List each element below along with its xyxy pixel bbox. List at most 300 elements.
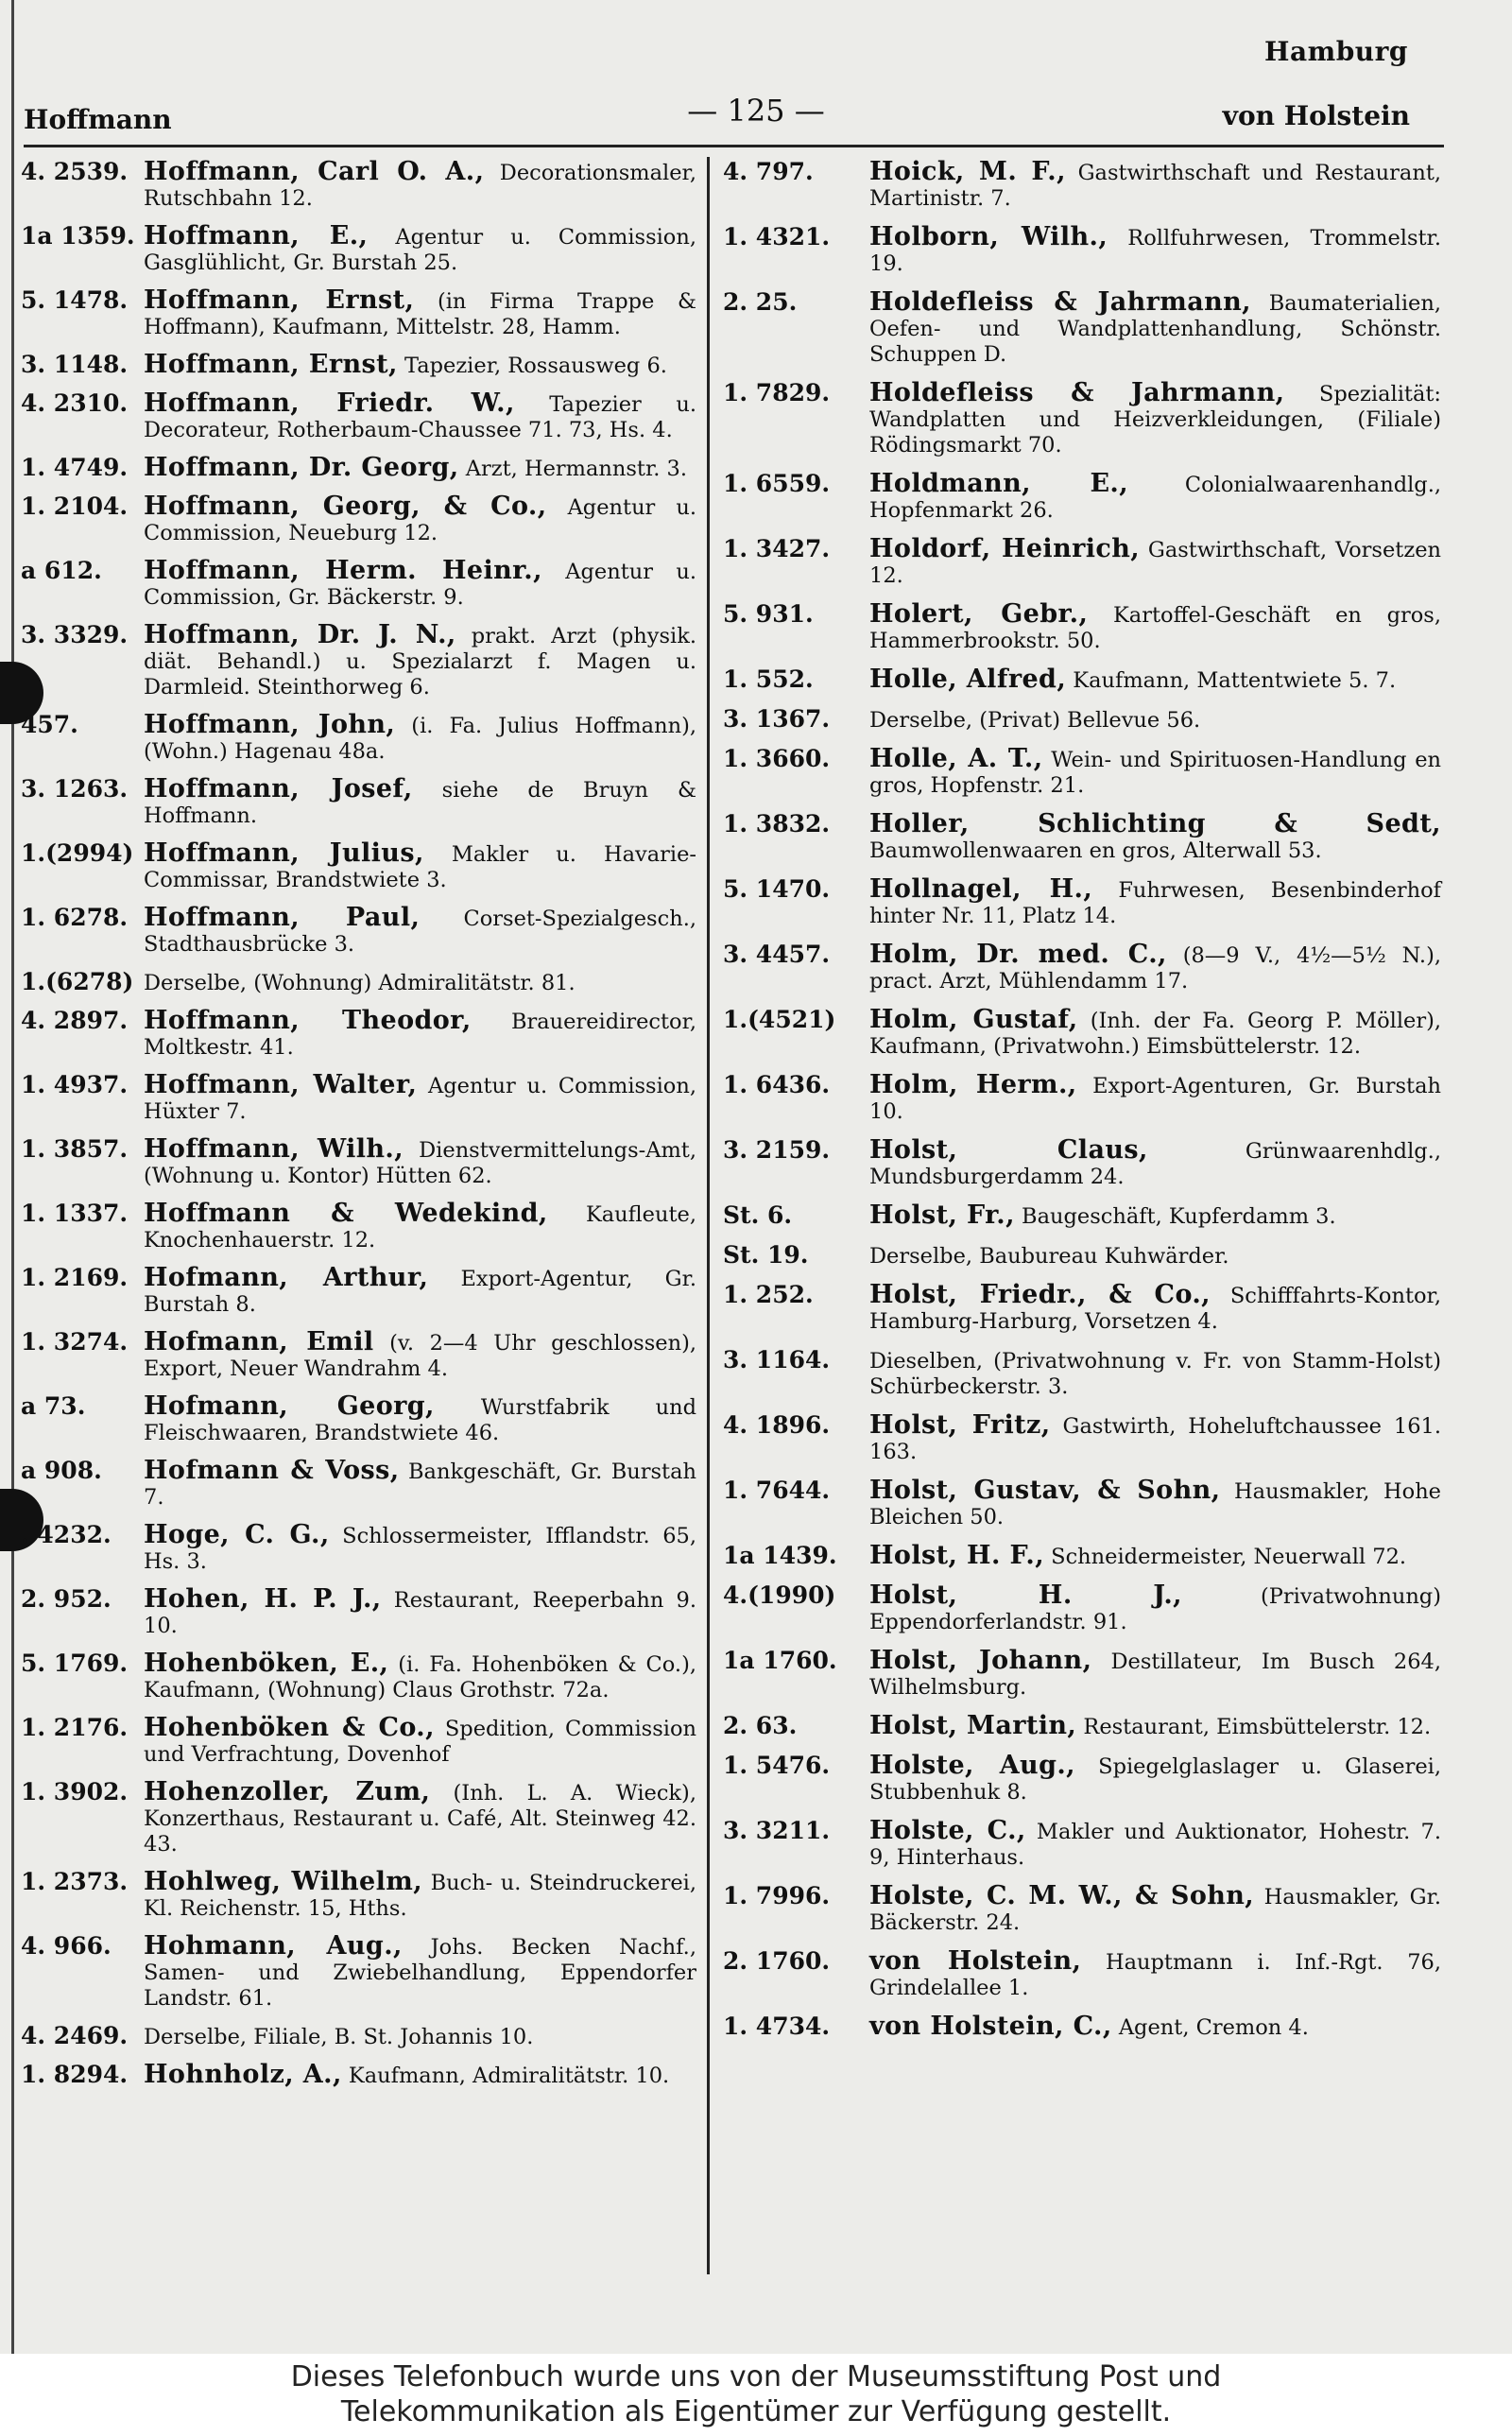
entry-name: Holst, Friedr., & Co., <box>869 1280 1211 1309</box>
phone-number: 1. 6278. <box>21 904 129 931</box>
phone-number: 2. 952. <box>21 1585 112 1613</box>
entry-details: Tapezier u. Decorateur, Rotherbaum-Chaussee 71. 73, Hs. 4. <box>144 392 696 442</box>
entry-details: Dienstvermittelungs-Amt, (Wohnung u. Kontor) Hütten 62. <box>144 1138 696 1188</box>
entry-details: Makler und Auktionator, Hohestr. 7. 9, Hinterhaus. <box>869 1820 1441 1870</box>
directory-entry <box>723 942 1441 994</box>
entry-details: Agentur u. Commission, Gr. Bäckerstr. 9. <box>144 560 696 610</box>
page-number: — 125 — <box>687 93 825 129</box>
phone-number: 1. 8294. <box>21 2061 129 2088</box>
entry-details: (Privatwohnung) Eppendorferlandstr. 91. <box>869 1584 1441 1634</box>
entry-name: Hoffmann, Josef, <box>144 774 413 803</box>
entry-text <box>869 1137 1441 1190</box>
entry-text <box>869 1818 1441 1871</box>
directory-entry <box>21 1201 696 1253</box>
entry-name: Hoffmann, Paul, <box>144 903 421 932</box>
phone-number: 4. 1896. <box>723 1411 831 1439</box>
phone-number: a 73. <box>21 1392 86 1420</box>
directory-entry <box>723 666 1441 694</box>
directory-entry <box>723 1948 1441 2001</box>
entry-details: (8—9 V., 4½—5½ N.), pract. Arzt, Mühlendamm 17. <box>869 943 1442 993</box>
entry-name: Holste, C. M. W., & Sohn, <box>869 1881 1255 1910</box>
phone-number: a 612. <box>21 557 102 584</box>
entry-details: Spedition, Commission und Verfrachtung, Dovenhof <box>144 1717 697 1767</box>
entry-details: Rollfuhrwesen, Trommelstr. 19. <box>869 226 1441 276</box>
entry-name: Hoffmann, Ernst, <box>144 285 415 315</box>
entry-text <box>144 352 696 379</box>
entry-name: Holert, Gebr., <box>869 599 1089 629</box>
phone-number: 1. 4937. <box>21 1071 129 1098</box>
entry-name: Holst, Martin, <box>869 1711 1077 1740</box>
directory-entry <box>723 1543 1441 1570</box>
entry-details: Wein- und Spirituosen-Handlung en gros, Hopfenstr. 21. <box>869 748 1442 798</box>
phone-number: 4. 966. <box>21 1932 112 1960</box>
entry-text <box>869 159 1441 212</box>
phone-number: 2. 25. <box>723 288 798 316</box>
entry-name: Hollnagel, H., <box>869 874 1093 904</box>
entry-name: Holm, Gustaf, <box>869 1005 1078 1034</box>
entry-details: Dieselben, (Privatwohnung v. Fr. von Stamm-Holst) Schürbeckerstr. 3. <box>869 1349 1441 1399</box>
entry-text <box>869 1883 1441 1936</box>
header-city: Hamburg <box>1264 36 1408 67</box>
entry-name: Hoffmann, Theodor, <box>144 1006 472 1035</box>
entry-text <box>144 493 696 546</box>
directory-entry <box>723 811 1441 864</box>
directory-entry <box>21 712 696 765</box>
left-column <box>21 159 696 2100</box>
entry-text <box>144 455 696 482</box>
entry-name: Hoffmann & Wedekind, <box>144 1199 548 1228</box>
entry-name: Holdorf, Heinrich, <box>869 534 1141 563</box>
phone-number: 3. 3211. <box>723 1817 831 1844</box>
entry-text <box>869 1543 1441 1570</box>
entry-details: Destillateur, Im Busch 264, Wilhelmsburg. <box>869 1650 1442 1700</box>
directory-entry <box>21 776 696 829</box>
header-left-keyword: Hoffmann <box>24 104 172 135</box>
entry-text <box>144 1265 696 1318</box>
phone-number: 3. 1367. <box>723 705 831 733</box>
directory-entry <box>723 876 1441 929</box>
entry-text <box>144 223 696 276</box>
directory-entry <box>21 1586 696 1639</box>
directory-entry <box>21 622 696 700</box>
entry-name: Hoffmann, Friedr. W., <box>144 389 515 418</box>
phone-number: 1. 6436. <box>723 1071 831 1098</box>
phone-number: St. 6. <box>723 1201 793 1229</box>
phone-number: 3. 3329. <box>21 621 129 648</box>
entry-details: Decorationsmaler, Rutschbahn 12. <box>144 161 696 211</box>
entry-details: (v. 2—4 Uhr geschlossen), Export, Neuer Wandrahm 4. <box>144 1331 696 1381</box>
directory-entry <box>21 1393 696 1446</box>
entry-details: Buch- u. Steindruckerei, Kl. Reichenstr. 15, Hths. <box>144 1871 697 1921</box>
entry-details: Hausmakler, Hohe Bleichen 50. <box>869 1479 1441 1529</box>
phone-number: 2. 63. <box>723 1712 798 1739</box>
entry-details: Colonialwaarenhandlg., Hopfenmarkt 26. <box>869 473 1442 523</box>
entry-details: Schifffahrts-Kontor, Hamburg-Harburg, Vorsetzen 4. <box>869 1284 1441 1334</box>
entry-name: Hoick, M. F., <box>869 157 1066 186</box>
entry-details: Export-Agenturen, Gr. Burstah 10. <box>869 1074 1441 1124</box>
entry-details: Arzt, Hermannstr. 3. <box>465 457 688 481</box>
directory-entry <box>723 289 1441 368</box>
entry-name: Holler, Schlichting & Sedt, <box>869 809 1441 838</box>
phone-number: 1. 2373. <box>21 1868 129 1895</box>
entry-text <box>144 840 696 893</box>
entry-name: Holle, A. T., <box>869 744 1043 773</box>
footer-notice <box>0 2354 1512 2436</box>
directory-entry <box>723 224 1441 277</box>
directory-entry <box>723 1137 1441 1190</box>
entry-name: Hofmann, Emil <box>144 1327 374 1356</box>
entry-text <box>869 1582 1441 1635</box>
phone-number: 4. 2897. <box>21 1007 129 1034</box>
phone-number: 5. 931. <box>723 600 814 628</box>
entry-text <box>144 390 696 443</box>
directory-entry <box>723 1582 1441 1635</box>
entry-name: Holst, H. J., <box>869 1581 1182 1610</box>
directory-entry <box>723 2013 1441 2041</box>
entry-name: Hoffmann, Dr. J. N., <box>144 620 456 649</box>
entry-text <box>144 2023 696 2050</box>
entry-details: Hausmakler, Gr. Bäckerstr. 24. <box>869 1885 1442 1935</box>
phone-number: 1. 1337. <box>21 1200 129 1227</box>
entry-text <box>144 1329 696 1382</box>
phone-number: 4. 2469. <box>21 2022 129 2049</box>
entry-text <box>869 706 1441 734</box>
entry-details: prakt. Arzt (physik. diät. Behandl.) u. Spezialarzt f. Magen u. Darmleid. Steinthorweg 6. <box>144 624 696 700</box>
directory-entry <box>21 1265 696 1318</box>
entry-text <box>144 622 696 700</box>
directory-entry <box>723 1007 1441 1060</box>
entry-name: Hohmann, Aug., <box>144 1931 403 1961</box>
entry-name: Hofmann, Georg, <box>144 1391 435 1421</box>
entry-name: von Holstein, <box>869 1946 1082 1976</box>
entry-text <box>869 224 1441 277</box>
entry-text <box>144 1201 696 1253</box>
directory-entry <box>21 390 696 443</box>
phone-number: 1. 3832. <box>723 810 831 838</box>
entry-name: Hoffmann, Julius, <box>144 838 424 868</box>
entry-name: Holborn, Wilh., <box>869 222 1108 251</box>
directory-entry <box>723 1883 1441 1936</box>
entry-text <box>144 712 696 765</box>
phone-number: 457. <box>21 711 78 738</box>
entry-details: Restaurant, Eimsbüttelerstr. 12. <box>1083 1715 1432 1739</box>
entry-name: Holm, Dr. med. C., <box>869 940 1167 969</box>
entry-text <box>869 471 1441 524</box>
directory-entry <box>21 1715 696 1768</box>
entry-name: Holste, Aug., <box>869 1751 1075 1780</box>
entry-details: Grünwaarenhdlg., Mundsburgerdamm 24. <box>869 1139 1441 1189</box>
entry-text <box>869 601 1441 654</box>
phone-number: 4.(1990) <box>723 1581 836 1609</box>
phone-number: St. 19. <box>723 1241 809 1269</box>
directory-entry <box>21 840 696 893</box>
directory-entry <box>21 223 696 276</box>
entry-details: (i. Fa. Julius Hoffmann), (Wohn.) Hagenau 48a. <box>144 714 696 764</box>
entry-name: Hofmann & Voss, <box>144 1456 400 1485</box>
directory-entry <box>21 1072 696 1125</box>
directory-entry <box>21 493 696 546</box>
entry-name: Hoge, C. G., <box>144 1520 330 1549</box>
directory-entry <box>723 536 1441 589</box>
entry-details: Agentur u. Commission, Gasglühlicht, Gr. Burstah 25. <box>144 225 696 275</box>
directory-entry <box>21 455 696 482</box>
entry-text <box>869 536 1441 589</box>
entry-text <box>869 2013 1441 2041</box>
entry-name: Holdefleiss & Jahrmann, <box>869 287 1251 317</box>
entry-name: Hohenböken, E., <box>144 1649 389 1678</box>
entry-name: Hohnholz, A., <box>144 2060 342 2089</box>
entry-name: Hohenzoller, Zum, <box>144 1777 431 1806</box>
directory-entry <box>21 969 696 996</box>
entry-details: Spiegelglaslager u. Glaserei, Stubbenhuk 8. <box>869 1754 1441 1805</box>
directory-entry <box>21 558 696 611</box>
phone-number: 3. 4457. <box>723 941 831 968</box>
entry-text <box>869 746 1441 799</box>
entry-text <box>869 1477 1441 1530</box>
phone-number: 1. 3857. <box>21 1135 129 1163</box>
entry-text <box>869 1412 1441 1465</box>
footer-line-1: Dieses Telefonbuch wurde uns von der Museumsstiftung Post und <box>290 2360 1222 2393</box>
entry-details: Kartoffel-Geschäft en gros, Hammerbrookstr. 50. <box>869 603 1442 653</box>
directory-entry <box>21 1650 696 1703</box>
entry-text <box>869 1753 1441 1805</box>
phone-number: 1. 3902. <box>21 1778 129 1805</box>
directory-entry <box>21 352 696 379</box>
entry-details: Hauptmann i. Inf.-Rgt. 76, Grindelallee 1. <box>869 1950 1441 2000</box>
entry-details: Baumwollenwaaren en gros, Alterwall 53. <box>869 838 1322 863</box>
entry-details: Schlossermeister, Ifflandstr. 65, Hs. 3. <box>144 1524 697 1574</box>
entry-details: Wurstfabrik und Fleischwaaren, Brandstwiete 46. <box>144 1395 696 1445</box>
entry-name: Hoffmann, Ernst, <box>144 350 398 379</box>
entry-name: Holst, Claus, <box>869 1135 1148 1165</box>
phone-number: 5. 1470. <box>723 875 831 903</box>
phone-number: 3. 1164. <box>723 1346 831 1373</box>
entry-text <box>144 1586 696 1639</box>
entry-text <box>144 905 696 958</box>
entry-details: Gastwirth, Hoheluftchaussee 161. 163. <box>869 1414 1441 1464</box>
directory-entry <box>723 601 1441 654</box>
directory-entry <box>21 1329 696 1382</box>
phone-number: 1. 4749. <box>21 454 129 481</box>
entry-details: Johs. Becken Nachf., Samen- und Zwiebelhandlung, Eppendorfer Landstr. 61. <box>144 1935 696 2011</box>
page-edge <box>11 0 14 2354</box>
phone-number: 1. 2104. <box>21 492 129 520</box>
entry-details: Bankgeschäft, Gr. Burstah 7. <box>144 1460 696 1510</box>
directory-entry <box>723 1412 1441 1465</box>
entry-text <box>869 1242 1441 1270</box>
entry-details: Brauereidirector, Moltkestr. 41. <box>144 1010 697 1060</box>
directory-entry <box>21 1522 696 1575</box>
phone-number: 4. 797. <box>723 158 814 185</box>
entry-text <box>144 2062 696 2089</box>
entry-text <box>869 289 1441 368</box>
entry-details: Makler u. Havarie-Commissar, Brandstwiete 3. <box>144 842 696 892</box>
entry-text <box>869 1072 1441 1125</box>
phone-number: 3. 1148. <box>21 351 129 378</box>
phone-number: 3. 1263. <box>21 775 129 803</box>
entry-details: Export-Agentur, Gr. Burstah 8. <box>144 1267 697 1317</box>
phone-number: 1. 4321. <box>723 223 831 251</box>
entry-details: Agentur u. Commission, Hüxter 7. <box>144 1074 696 1124</box>
phone-number: 1.(4521) <box>723 1006 836 1033</box>
entry-name: von Holstein, C., <box>869 2012 1112 2041</box>
entry-details: Kaufmann, Mattentwiete 5. 7. <box>1073 668 1397 693</box>
entry-details: Baugeschäft, Kupferdamm 3. <box>1022 1204 1336 1229</box>
phone-number: 1. 5476. <box>723 1752 831 1779</box>
phone-number: 1. 3274. <box>21 1328 129 1356</box>
entry-name: Holst, H. F., <box>869 1541 1045 1570</box>
directory-entry <box>21 287 696 340</box>
phone-number: 1. 6559. <box>723 470 831 497</box>
entry-text <box>869 380 1441 458</box>
entry-details: (Inh. L. A. Wieck), Konzerthaus, Restaurant u. Café, Alt. Steinweg 42. 43. <box>144 1781 696 1857</box>
entry-text <box>144 287 696 340</box>
phone-number: 1a 1760. <box>723 1647 837 1674</box>
entry-details: Gastwirthschaft und Restaurant, Martinistr. 7. <box>869 161 1442 211</box>
phone-number: 1. 552. <box>723 665 814 693</box>
phone-number: 1. 2176. <box>21 1714 129 1741</box>
phone-number: 1. 252. <box>723 1281 814 1308</box>
entry-text <box>144 1393 696 1446</box>
phone-number: 1. 3660. <box>723 745 831 772</box>
phone-number: . 4232. <box>21 1521 112 1548</box>
entry-text <box>869 1347 1441 1400</box>
entry-name: Holst, Gustav, & Sohn, <box>869 1476 1221 1505</box>
entry-text <box>144 969 696 996</box>
phone-number: 5. 1478. <box>21 286 129 314</box>
entry-text <box>144 1869 696 1922</box>
entry-text <box>869 811 1441 864</box>
entry-text <box>144 1650 696 1703</box>
entry-details: (Inh. der Fa. Georg P. Möller), Kaufmann, (Privatwohn.) Eimsbüttelerstr. 12. <box>869 1009 1442 1059</box>
directory-entry <box>723 1347 1441 1400</box>
entry-name: Hoffmann, Wilh., <box>144 1134 404 1164</box>
directory-entry <box>723 746 1441 799</box>
phone-number: 1. 7996. <box>723 1882 831 1909</box>
entry-details: Agent, Cremon 4. <box>1118 2015 1309 2040</box>
entry-details: Derselbe, Filiale, B. St. Johannis 10. <box>144 2025 534 2049</box>
entry-text <box>144 159 696 212</box>
entry-text <box>869 1202 1441 1230</box>
entry-name: Holst, Fritz, <box>869 1410 1051 1440</box>
entry-text <box>144 1458 696 1511</box>
phone-number: a 908. <box>21 1457 102 1484</box>
directory-entry <box>21 2023 696 2050</box>
directory-entry <box>723 1477 1441 1530</box>
entry-details: Fuhrwesen, Besenbinderhof hinter Nr. 11, Platz 14. <box>869 878 1442 928</box>
phone-number: 1. 3427. <box>723 535 831 562</box>
entry-name: Holm, Herm., <box>869 1070 1077 1099</box>
phone-number: 1. 7829. <box>723 379 831 406</box>
directory-entry <box>21 1008 696 1061</box>
entry-name: Hoffmann, E., <box>144 221 369 251</box>
entry-text <box>869 1648 1441 1701</box>
entry-details: Gastwirthschaft, Vorsetzen 12. <box>869 538 1442 588</box>
entry-details: Derselbe, (Privat) Bellevue 56. <box>869 708 1201 733</box>
entry-details: Derselbe, Baubureau Kuhwärder. <box>869 1244 1229 1269</box>
column-divider <box>707 157 710 2274</box>
directory-entry <box>21 2062 696 2089</box>
directory-entry <box>723 471 1441 524</box>
entry-text <box>144 1136 696 1189</box>
directory-entry <box>21 1779 696 1857</box>
entry-details: (in Firma Trappe & Hoffmann), Kaufmann, Mittelstr. 28, Hamm. <box>144 289 696 339</box>
entry-text <box>869 942 1441 994</box>
entry-details: Derselbe, (Wohnung) Admiralitätstr. 81. <box>144 971 576 995</box>
phone-number: 1. 4734. <box>723 2013 831 2040</box>
entry-text <box>144 1008 696 1061</box>
entry-text <box>144 1779 696 1857</box>
directory-entry <box>723 1072 1441 1125</box>
phone-number: 4. 2539. <box>21 158 129 185</box>
directory-entry <box>723 1282 1441 1335</box>
entry-text <box>869 1948 1441 2001</box>
phone-number: 5. 1769. <box>21 1650 129 1677</box>
entry-name: Hofmann, Arthur, <box>144 1263 429 1292</box>
entry-details: Restaurant, Reeperbahn 9. 10. <box>144 1588 696 1638</box>
directory-entry <box>723 1818 1441 1871</box>
right-column <box>723 159 1441 2053</box>
directory-entry <box>723 1648 1441 1701</box>
entry-name: Hohenböken & Co., <box>144 1713 435 1742</box>
phone-number: 1.(2994) <box>21 839 134 867</box>
directory-entry <box>21 1136 696 1189</box>
entry-text <box>869 876 1441 929</box>
directory-entry <box>723 1242 1441 1270</box>
entry-details: Schneidermeister, Neuerwall 72. <box>1051 1545 1407 1569</box>
entry-name: Holst, Fr., <box>869 1201 1015 1230</box>
entry-text <box>144 776 696 829</box>
entry-name: Hoffmann, Georg, & Co., <box>144 492 547 521</box>
directory-entry <box>723 1753 1441 1805</box>
entry-details: Baumaterialien, Oefen- und Wandplattenhandlung, Schönstr. Schuppen D. <box>869 291 1441 367</box>
entry-name: Hoffmann, Dr. Georg, <box>144 453 459 482</box>
directory-entry <box>21 159 696 212</box>
directory-entry <box>21 1869 696 1922</box>
entry-details: Spezialität: Wandplatten und Heizverkleidungen, (Filiale) Rödingsmarkt 70. <box>869 382 1441 458</box>
entry-text <box>144 1522 696 1575</box>
entry-name: Holst, Johann, <box>869 1646 1092 1675</box>
entry-name: Holdmann, E., <box>869 469 1129 498</box>
entry-name: Holdefleiss & Jahrmann, <box>869 378 1285 407</box>
entry-details: siehe de Bruyn & Hoffmann. <box>144 778 696 828</box>
entry-details: Tapezier, Rossausweg 6. <box>404 354 667 378</box>
entry-details: Kaufmann, Admiralitätstr. 10. <box>348 2064 670 2088</box>
phone-number: 1. 7644. <box>723 1477 831 1504</box>
phone-number: 3. 2159. <box>723 1136 831 1164</box>
phone-number: 2. 1760. <box>723 1947 831 1975</box>
phone-number: 1a 1439. <box>723 1542 837 1569</box>
entry-name: Hohen, H. P. J., <box>144 1584 382 1614</box>
entry-text <box>869 666 1441 694</box>
directory-entry <box>723 706 1441 734</box>
directory-entry <box>723 1713 1441 1740</box>
entry-text <box>869 1282 1441 1335</box>
phone-number: 1a 1359. <box>21 222 135 250</box>
entry-name: Holste, C., <box>869 1816 1026 1845</box>
entry-text <box>869 1713 1441 1740</box>
phone-number: 4. 2310. <box>21 389 129 417</box>
phone-number: 1.(6278) <box>21 968 134 995</box>
entry-details: Kaufleute, Knochenhauerstr. 12. <box>144 1202 696 1253</box>
header-right-keyword: von Holstein <box>1222 100 1410 131</box>
entry-details: (i. Fa. Hohenböken & Co.), Kaufmann, (Wohnung) Claus Grothstr. 72a. <box>144 1652 697 1702</box>
entry-text <box>144 1933 696 2012</box>
footer-line-2: Telekommunikation als Eigentümer zur Verfügung gestellt. <box>340 2395 1172 2428</box>
entry-text <box>144 558 696 611</box>
entry-name: Hoffmann, Walter, <box>144 1070 418 1099</box>
directory-entry <box>723 380 1441 458</box>
